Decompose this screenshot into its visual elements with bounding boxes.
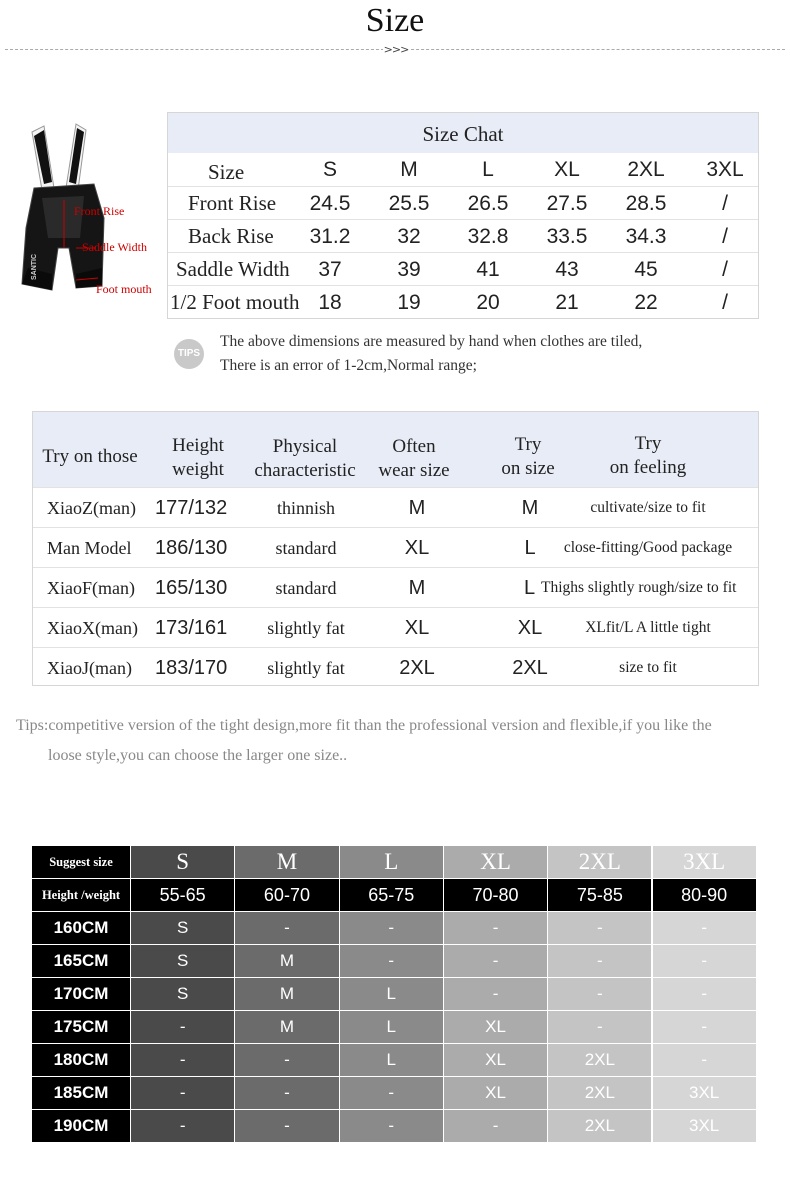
size-header-m: M bbox=[235, 846, 339, 879]
size-cell: S bbox=[131, 978, 235, 1011]
height-label: 165CM bbox=[32, 945, 131, 978]
saddle-width-label: Saddle Width bbox=[82, 240, 147, 254]
table-cell: 18 bbox=[318, 291, 342, 314]
try-size: L bbox=[524, 537, 536, 559]
size-col-3xl: 3XL bbox=[706, 158, 744, 181]
table-cell: 39 bbox=[397, 258, 421, 281]
physical: standard bbox=[275, 578, 337, 598]
size-cell: - bbox=[548, 945, 652, 978]
size-cell: 2XL bbox=[548, 1110, 652, 1143]
try-on-header bbox=[33, 412, 758, 487]
page-title: Size bbox=[365, 2, 425, 39]
size-header-xl: XL bbox=[444, 846, 548, 879]
size-chart-table bbox=[167, 112, 759, 319]
fit-tip-line-1: Tips:competitive version of the tight design,more fit than the professional version and flexible,if you like the bbox=[16, 717, 712, 734]
size-col-xl: XL bbox=[554, 158, 580, 181]
table-row bbox=[33, 567, 758, 608]
foot-mouth-label: Foot mouth bbox=[96, 282, 152, 296]
person-name: Man Model bbox=[47, 538, 132, 558]
table-cell: 43 bbox=[555, 258, 579, 281]
size-cell: - bbox=[235, 1110, 339, 1143]
table-cell: 27.5 bbox=[546, 192, 588, 215]
size-cell: - bbox=[548, 912, 652, 945]
header-wear-size: wear size bbox=[378, 460, 450, 481]
size-cell: - bbox=[131, 1077, 235, 1110]
size-cell: - bbox=[131, 1011, 235, 1044]
table-cell: / bbox=[722, 291, 728, 314]
weight-range: 55-65 bbox=[131, 879, 235, 912]
size-chart-header-row bbox=[168, 153, 758, 186]
size-col-m: M bbox=[400, 158, 418, 181]
size-cell: - bbox=[653, 912, 757, 945]
size-col-s: S bbox=[322, 158, 337, 181]
size-header-2xl: 2XL bbox=[548, 846, 652, 879]
feeling: XLfit/L A little tight bbox=[585, 619, 711, 636]
height-weight: 183/170 bbox=[155, 657, 228, 679]
size-col-l: L bbox=[482, 158, 494, 181]
size-chart-title: Size Chat bbox=[168, 113, 758, 153]
row-label: Saddle Width bbox=[176, 257, 290, 281]
often-size: XL bbox=[404, 537, 430, 559]
fit-tip-line-2: loose style,you can choose the larger one size.. bbox=[48, 747, 348, 764]
table-cell: / bbox=[722, 258, 728, 281]
height-label: 170CM bbox=[32, 978, 131, 1011]
tips-icon: TIPS bbox=[174, 339, 204, 369]
weight-range: 80-90 bbox=[653, 879, 757, 912]
table-cell: 26.5 bbox=[467, 192, 509, 215]
table-cell: 20 bbox=[476, 291, 500, 314]
physical: slightly fat bbox=[267, 658, 345, 678]
physical: slightly fat bbox=[267, 618, 345, 638]
size-cell: S bbox=[131, 945, 235, 978]
size-cell: - bbox=[444, 912, 548, 945]
size-recommendation-grid bbox=[32, 846, 757, 1142]
try-size: XL bbox=[517, 617, 543, 639]
height-weight: 177/132 bbox=[155, 497, 228, 519]
weight-range: 60-70 bbox=[235, 879, 339, 912]
height-label: 160CM bbox=[32, 912, 131, 945]
weight-range: 75-85 bbox=[548, 879, 652, 912]
front-rise-label: Front Rise bbox=[74, 204, 125, 218]
often-size: M bbox=[408, 577, 426, 599]
chevron-divider-icon: >>> bbox=[383, 43, 409, 56]
size-cell: M bbox=[235, 978, 339, 1011]
size-header-3xl: 3XL bbox=[653, 846, 757, 879]
height-label: 175CM bbox=[32, 1011, 131, 1044]
table-cell: 24.5 bbox=[309, 192, 351, 215]
size-cell: S bbox=[131, 912, 235, 945]
table-cell: 21 bbox=[555, 291, 579, 314]
header-often: Often bbox=[392, 436, 436, 457]
size-cell: - bbox=[653, 945, 757, 978]
header-on-size: on size bbox=[501, 458, 555, 479]
person-name: XiaoX(man) bbox=[47, 618, 138, 638]
table-cell: / bbox=[722, 225, 728, 248]
try-size: L bbox=[524, 577, 536, 599]
suggest-size-label: Suggest size bbox=[32, 846, 131, 879]
size-cell: - bbox=[444, 978, 548, 1011]
size-cell: - bbox=[131, 1110, 235, 1143]
person-name: XiaoF(man) bbox=[47, 578, 135, 598]
table-cell: 34.3 bbox=[625, 225, 667, 248]
size-cell: - bbox=[235, 1044, 339, 1077]
height-weight: 173/161 bbox=[155, 617, 228, 639]
size-cell: - bbox=[235, 1077, 339, 1110]
table-cell: 45 bbox=[634, 258, 658, 281]
table-row bbox=[168, 186, 758, 220]
size-cell: 3XL bbox=[653, 1110, 757, 1143]
height-label: 180CM bbox=[32, 1044, 131, 1077]
size-cell: - bbox=[131, 1044, 235, 1077]
table-cell: 31.2 bbox=[309, 225, 351, 248]
size-cell: M bbox=[235, 945, 339, 978]
size-cell: M bbox=[235, 1011, 339, 1044]
table-row bbox=[168, 252, 758, 286]
row-label: Back Rise bbox=[188, 224, 274, 248]
size-cell: - bbox=[340, 912, 444, 945]
try-on-table bbox=[32, 411, 759, 686]
table-cell: / bbox=[722, 192, 728, 215]
measure-note-line-2: There is an error of 1-2cm,Normal range; bbox=[220, 357, 477, 374]
size-cell: - bbox=[653, 978, 757, 1011]
often-size: M bbox=[408, 497, 426, 519]
size-cell: 3XL bbox=[653, 1077, 757, 1110]
table-row bbox=[33, 607, 758, 648]
table-row bbox=[33, 487, 758, 528]
size-cell: - bbox=[444, 945, 548, 978]
table-row bbox=[168, 285, 758, 319]
header-characteristic: characteristic bbox=[254, 460, 356, 481]
measure-note-line-1: The above dimensions are measured by hand when clothes are tiled, bbox=[220, 333, 643, 350]
size-cell: 2XL bbox=[548, 1077, 652, 1110]
header-height: Height bbox=[172, 435, 224, 456]
try-size: M bbox=[521, 497, 539, 519]
size-cell: L bbox=[340, 1011, 444, 1044]
physical: standard bbox=[275, 538, 337, 558]
size-cell: - bbox=[235, 912, 339, 945]
size-cell: - bbox=[340, 1110, 444, 1143]
size-cell: - bbox=[548, 978, 652, 1011]
try-size: 2XL bbox=[512, 657, 548, 679]
person-name: XiaoZ(man) bbox=[47, 498, 136, 518]
size-cell: XL bbox=[444, 1077, 548, 1110]
brand-mark: SANTIC bbox=[31, 253, 38, 280]
header-weight: weight bbox=[172, 459, 224, 480]
feeling: cultivate/size to fit bbox=[590, 499, 706, 516]
table-row bbox=[168, 219, 758, 253]
table-cell: 32 bbox=[397, 225, 421, 248]
physical: thinnish bbox=[276, 498, 335, 518]
often-size: 2XL bbox=[399, 657, 435, 679]
height-label: 190CM bbox=[32, 1110, 131, 1143]
bib-shorts-diagram bbox=[14, 118, 164, 308]
table-cell: 25.5 bbox=[388, 192, 430, 215]
size-cell: - bbox=[548, 1011, 652, 1044]
height-weight: 165/130 bbox=[155, 577, 228, 599]
row-label: 1/2 Foot mouth bbox=[170, 290, 300, 314]
table-cell: 37 bbox=[318, 258, 342, 281]
size-cell: XL bbox=[444, 1011, 548, 1044]
table-cell: 22 bbox=[634, 291, 658, 314]
header-on-feeling: on feeling bbox=[609, 457, 687, 478]
table-cell: 19 bbox=[397, 291, 421, 314]
size-cell: - bbox=[340, 1077, 444, 1110]
table-row bbox=[33, 647, 758, 688]
table-cell: 32.8 bbox=[467, 225, 509, 248]
feeling: size to fit bbox=[619, 659, 677, 676]
size-cell: - bbox=[653, 1044, 757, 1077]
weight-range: 70-80 bbox=[444, 879, 548, 912]
weight-range: 65-75 bbox=[340, 879, 444, 912]
size-header-l: L bbox=[340, 846, 444, 879]
size-cell: - bbox=[444, 1110, 548, 1143]
size-cell: 2XL bbox=[548, 1044, 652, 1077]
often-size: XL bbox=[404, 617, 430, 639]
size-header-label: Size bbox=[208, 160, 245, 184]
size-cell: - bbox=[653, 1011, 757, 1044]
size-cell: L bbox=[340, 1044, 444, 1077]
height-label: 185CM bbox=[32, 1077, 131, 1110]
feeling: close-fitting/Good package bbox=[563, 539, 733, 556]
size-header-s: S bbox=[131, 846, 235, 879]
size-cell: L bbox=[340, 978, 444, 1011]
person-name: XiaoJ(man) bbox=[47, 658, 132, 678]
header-try-on-those: Try on those bbox=[42, 446, 138, 467]
height-weight-label: Height /weight bbox=[32, 879, 131, 912]
height-weight: 186/130 bbox=[155, 537, 228, 559]
header-try-2: Try bbox=[634, 433, 662, 454]
table-row bbox=[33, 527, 758, 568]
feeling: Thighs slightly rough/size to fit bbox=[541, 579, 737, 596]
row-label: Front Rise bbox=[188, 191, 277, 215]
size-cell: XL bbox=[444, 1044, 548, 1077]
table-cell: 33.5 bbox=[546, 225, 588, 248]
table-cell: 28.5 bbox=[625, 192, 667, 215]
header-try: Try bbox=[514, 434, 542, 455]
size-col-2xl: 2XL bbox=[627, 158, 665, 181]
table-cell: 41 bbox=[476, 258, 500, 281]
header-physical: Physical bbox=[272, 436, 338, 457]
size-cell: - bbox=[340, 945, 444, 978]
